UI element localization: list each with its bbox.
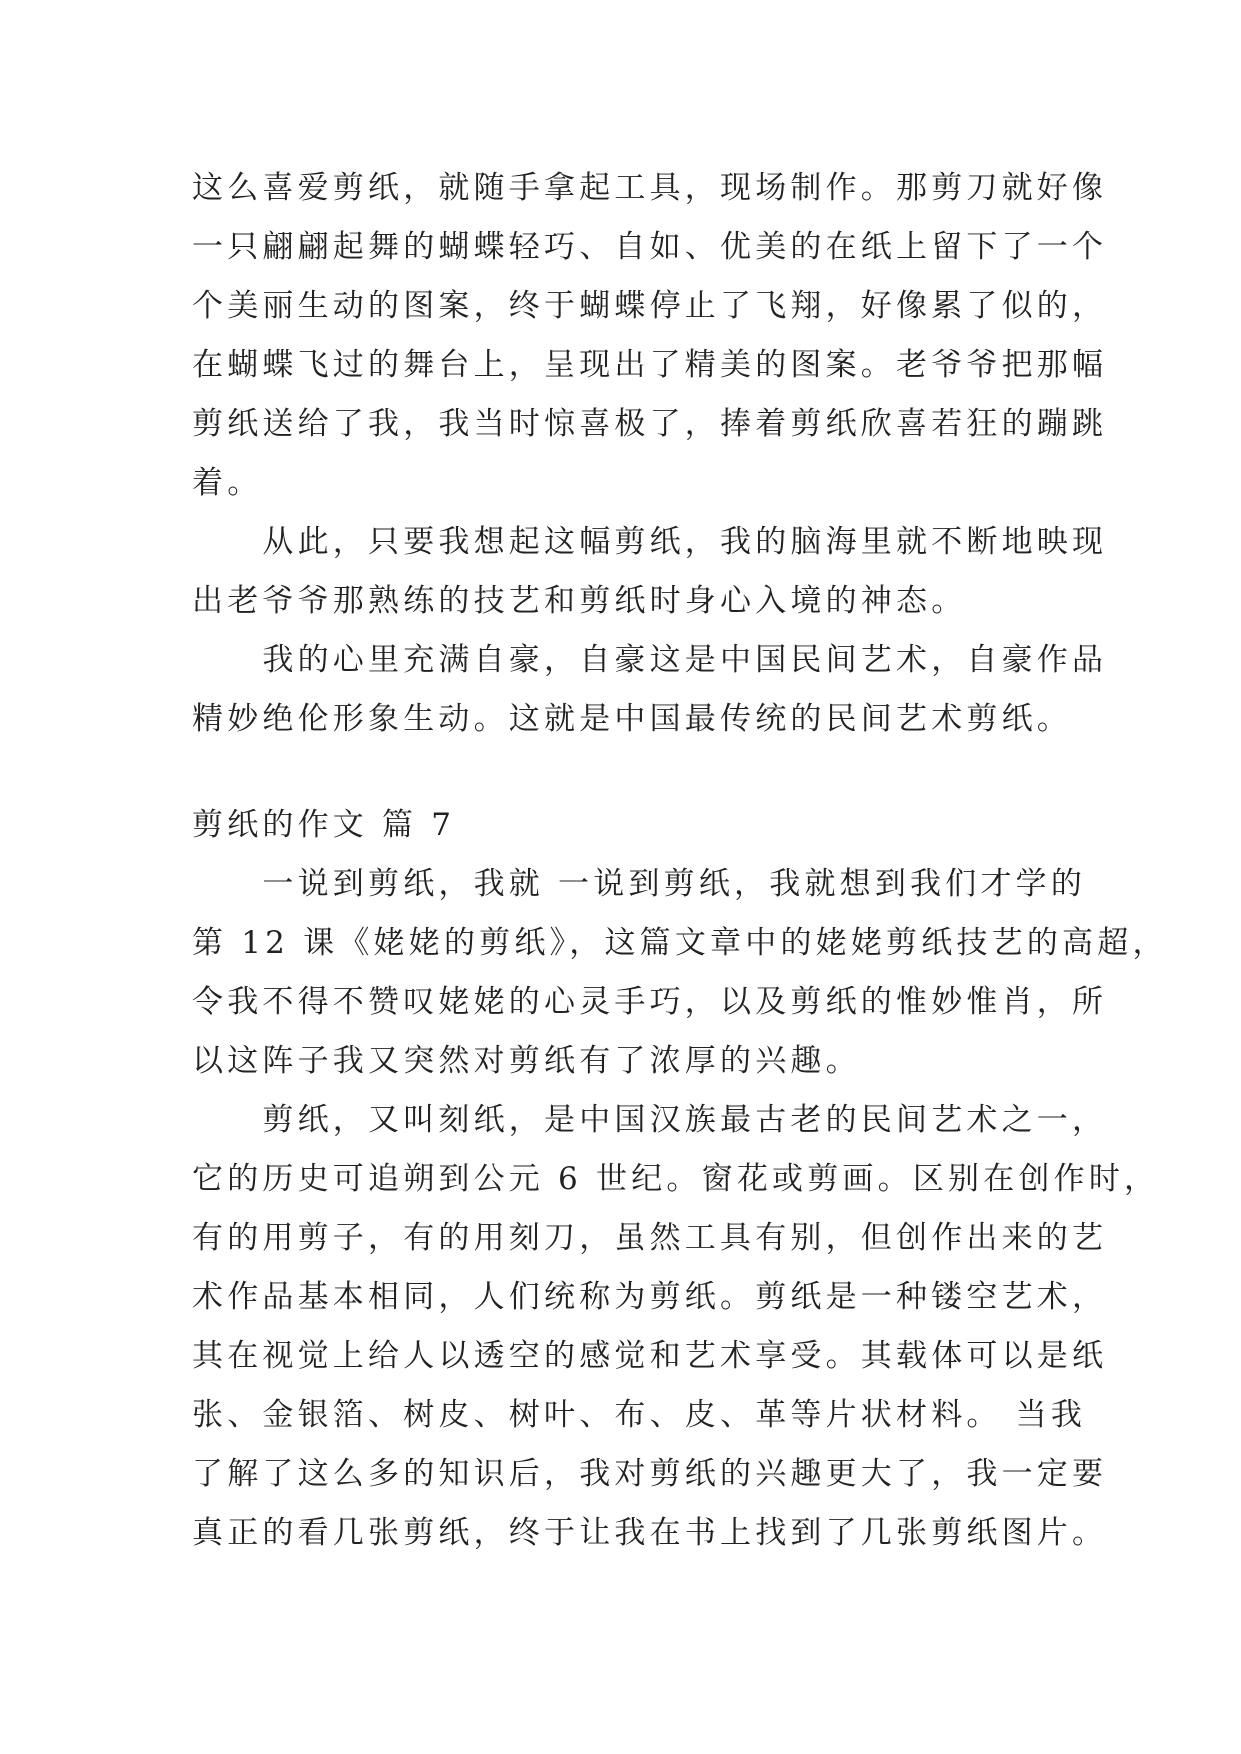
paragraph-line: 这么喜爱剪纸，就随手拿起工具，现场制作。那剪刀就好像 <box>192 170 1108 206</box>
paragraph-line: 其在视觉上给人以透空的感觉和艺术享受。其载体可以是纸 <box>192 1338 1108 1374</box>
paragraph-line: 真正的看几张剪纸，终于让我在书上找到了几张剪纸图片。 <box>192 1515 1108 1551</box>
paragraph-line: 术作品基本相同，人们统称为剪纸。剪纸是一种镂空艺术， <box>192 1279 1108 1315</box>
paragraph-line: 第 12 课《姥姥的剪纸》，这篇文章中的姥姥剪纸技艺的高超， <box>192 925 1168 961</box>
paragraph-line: 精妙绝伦形象生动。这就是中国最传统的民间艺术剪纸。 <box>192 701 1072 737</box>
paragraph-line: 着。 <box>192 465 263 501</box>
paragraph-line: 一只翩翩起舞的蝴蝶轻巧、自如、优美的在纸上留下了一个 <box>192 229 1108 265</box>
paragraph-line: 一说到剪纸，我就 一说到剪纸，我就想到我们才学的 <box>192 866 1087 902</box>
paragraph-line: 它的历史可追朔到公元 6 世纪。窗花或剪画。区别在创作时， <box>192 1161 1160 1197</box>
paragraph-line: 个美丽生动的图案，终于蝴蝶停止了飞翔，好像累了似的， <box>192 288 1108 324</box>
paragraph-line: 有的用剪子，有的用刻刀，虽然工具有别，但创作出来的艺 <box>192 1220 1108 1256</box>
paragraph-line: 从此，只要我想起这幅剪纸，我的脑海里就不断地映现 <box>192 524 1108 560</box>
paragraph-line: 剪纸，又叫刻纸，是中国汉族最古老的民间艺术之一， <box>192 1102 1108 1138</box>
paragraph-line: 令我不得不赞叹姥姥的心灵手巧，以及剪纸的惟妙惟肖，所 <box>192 984 1108 1020</box>
paragraph-line: 在蝴蝶飞过的舞台上，呈现出了精美的图案。老爷爷把那幅 <box>192 347 1108 383</box>
paragraph-line: 我的心里充满自豪，自豪这是中国民间艺术，自豪作品 <box>192 642 1108 678</box>
paragraph-line: 剪纸送给了我，我当时惊喜极了，捧着剪纸欣喜若狂的蹦跳 <box>192 406 1108 442</box>
paragraph-line: 了解了这么多的知识后，我对剪纸的兴趣更大了，我一定要 <box>192 1456 1108 1492</box>
section-heading: 剪纸的作文 篇 7 <box>192 807 456 843</box>
paragraph-line: 以这阵子我又突然对剪纸有了浓厚的兴趣。 <box>192 1043 861 1079</box>
paragraph-line: 张、金银箔、树皮、树叶、布、皮、革等片状材料。 当我 <box>192 1397 1087 1433</box>
paragraph-line: 出老爷爷那熟练的技艺和剪纸时身心入境的神态。 <box>192 583 967 619</box>
